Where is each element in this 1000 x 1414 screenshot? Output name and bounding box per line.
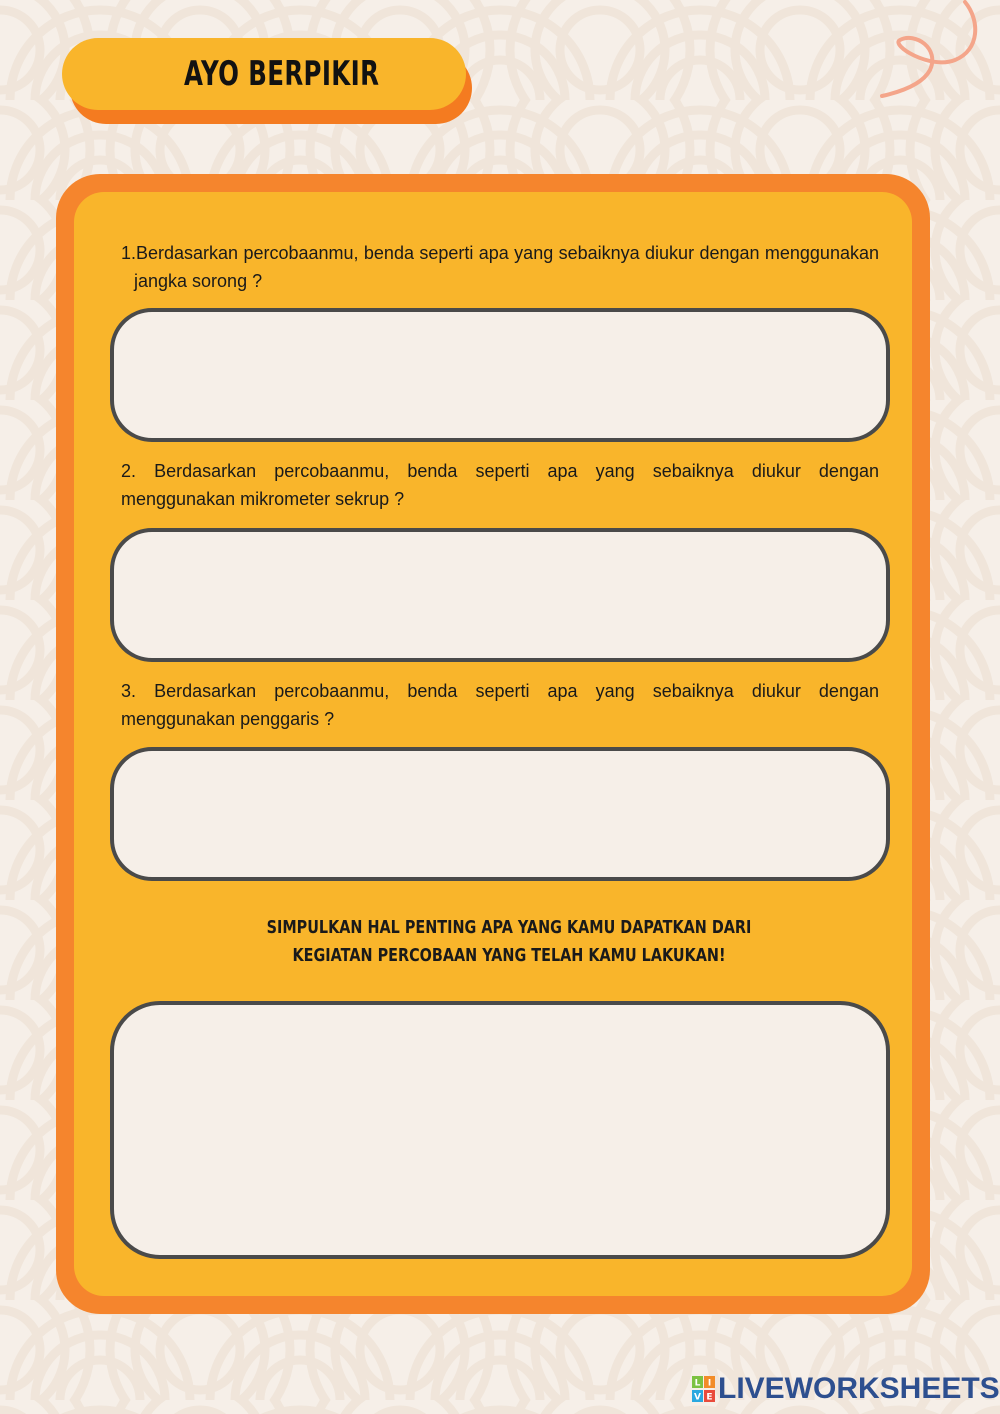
conclusion-line-1: SIMPULKAN HAL PENTING APA YANG KAMU DAPATKAN DARI bbox=[266, 917, 752, 938]
page-title: AYO BERPIKIR bbox=[184, 54, 380, 94]
svg-text:E: E bbox=[706, 1392, 713, 1403]
question-2: 2. Berdasarkan percobaanmu, benda seperti apa yang sebaiknya diukur dengan menggunakan mikrometer sekrup ? bbox=[121, 461, 879, 509]
answer-box-2[interactable] bbox=[110, 528, 890, 662]
conclusion-answer-box[interactable] bbox=[110, 1001, 890, 1259]
brand-name: LIVEWORKSHEETS bbox=[718, 1372, 1000, 1405]
answer-box-1[interactable] bbox=[110, 308, 890, 442]
svg-text:I: I bbox=[707, 1378, 712, 1389]
question-3: 3. Berdasarkan percobaanmu, benda seperti apa yang sebaiknya diukur dengan menggunakan penggaris ? bbox=[121, 681, 879, 729]
liveworksheets-brand[interactable] bbox=[692, 1372, 1000, 1406]
conclusion-line-2: KEGIATAN PERCOBAAN YANG TELAH KAMU LAKUKAN! bbox=[292, 945, 726, 966]
squiggle-decoration bbox=[870, 0, 1000, 110]
conclusion-prompt bbox=[200, 914, 818, 970]
svg-text:V: V bbox=[694, 1392, 701, 1403]
svg-text:L: L bbox=[694, 1378, 701, 1389]
answer-box-3[interactable] bbox=[110, 747, 890, 881]
question-1: 1.Berdasarkan percobaanmu, benda seperti apa yang sebaiknya diukur dengan menggunakan jangka sorong ? bbox=[121, 243, 879, 291]
liveworksheets-logo-icon bbox=[692, 1374, 716, 1404]
